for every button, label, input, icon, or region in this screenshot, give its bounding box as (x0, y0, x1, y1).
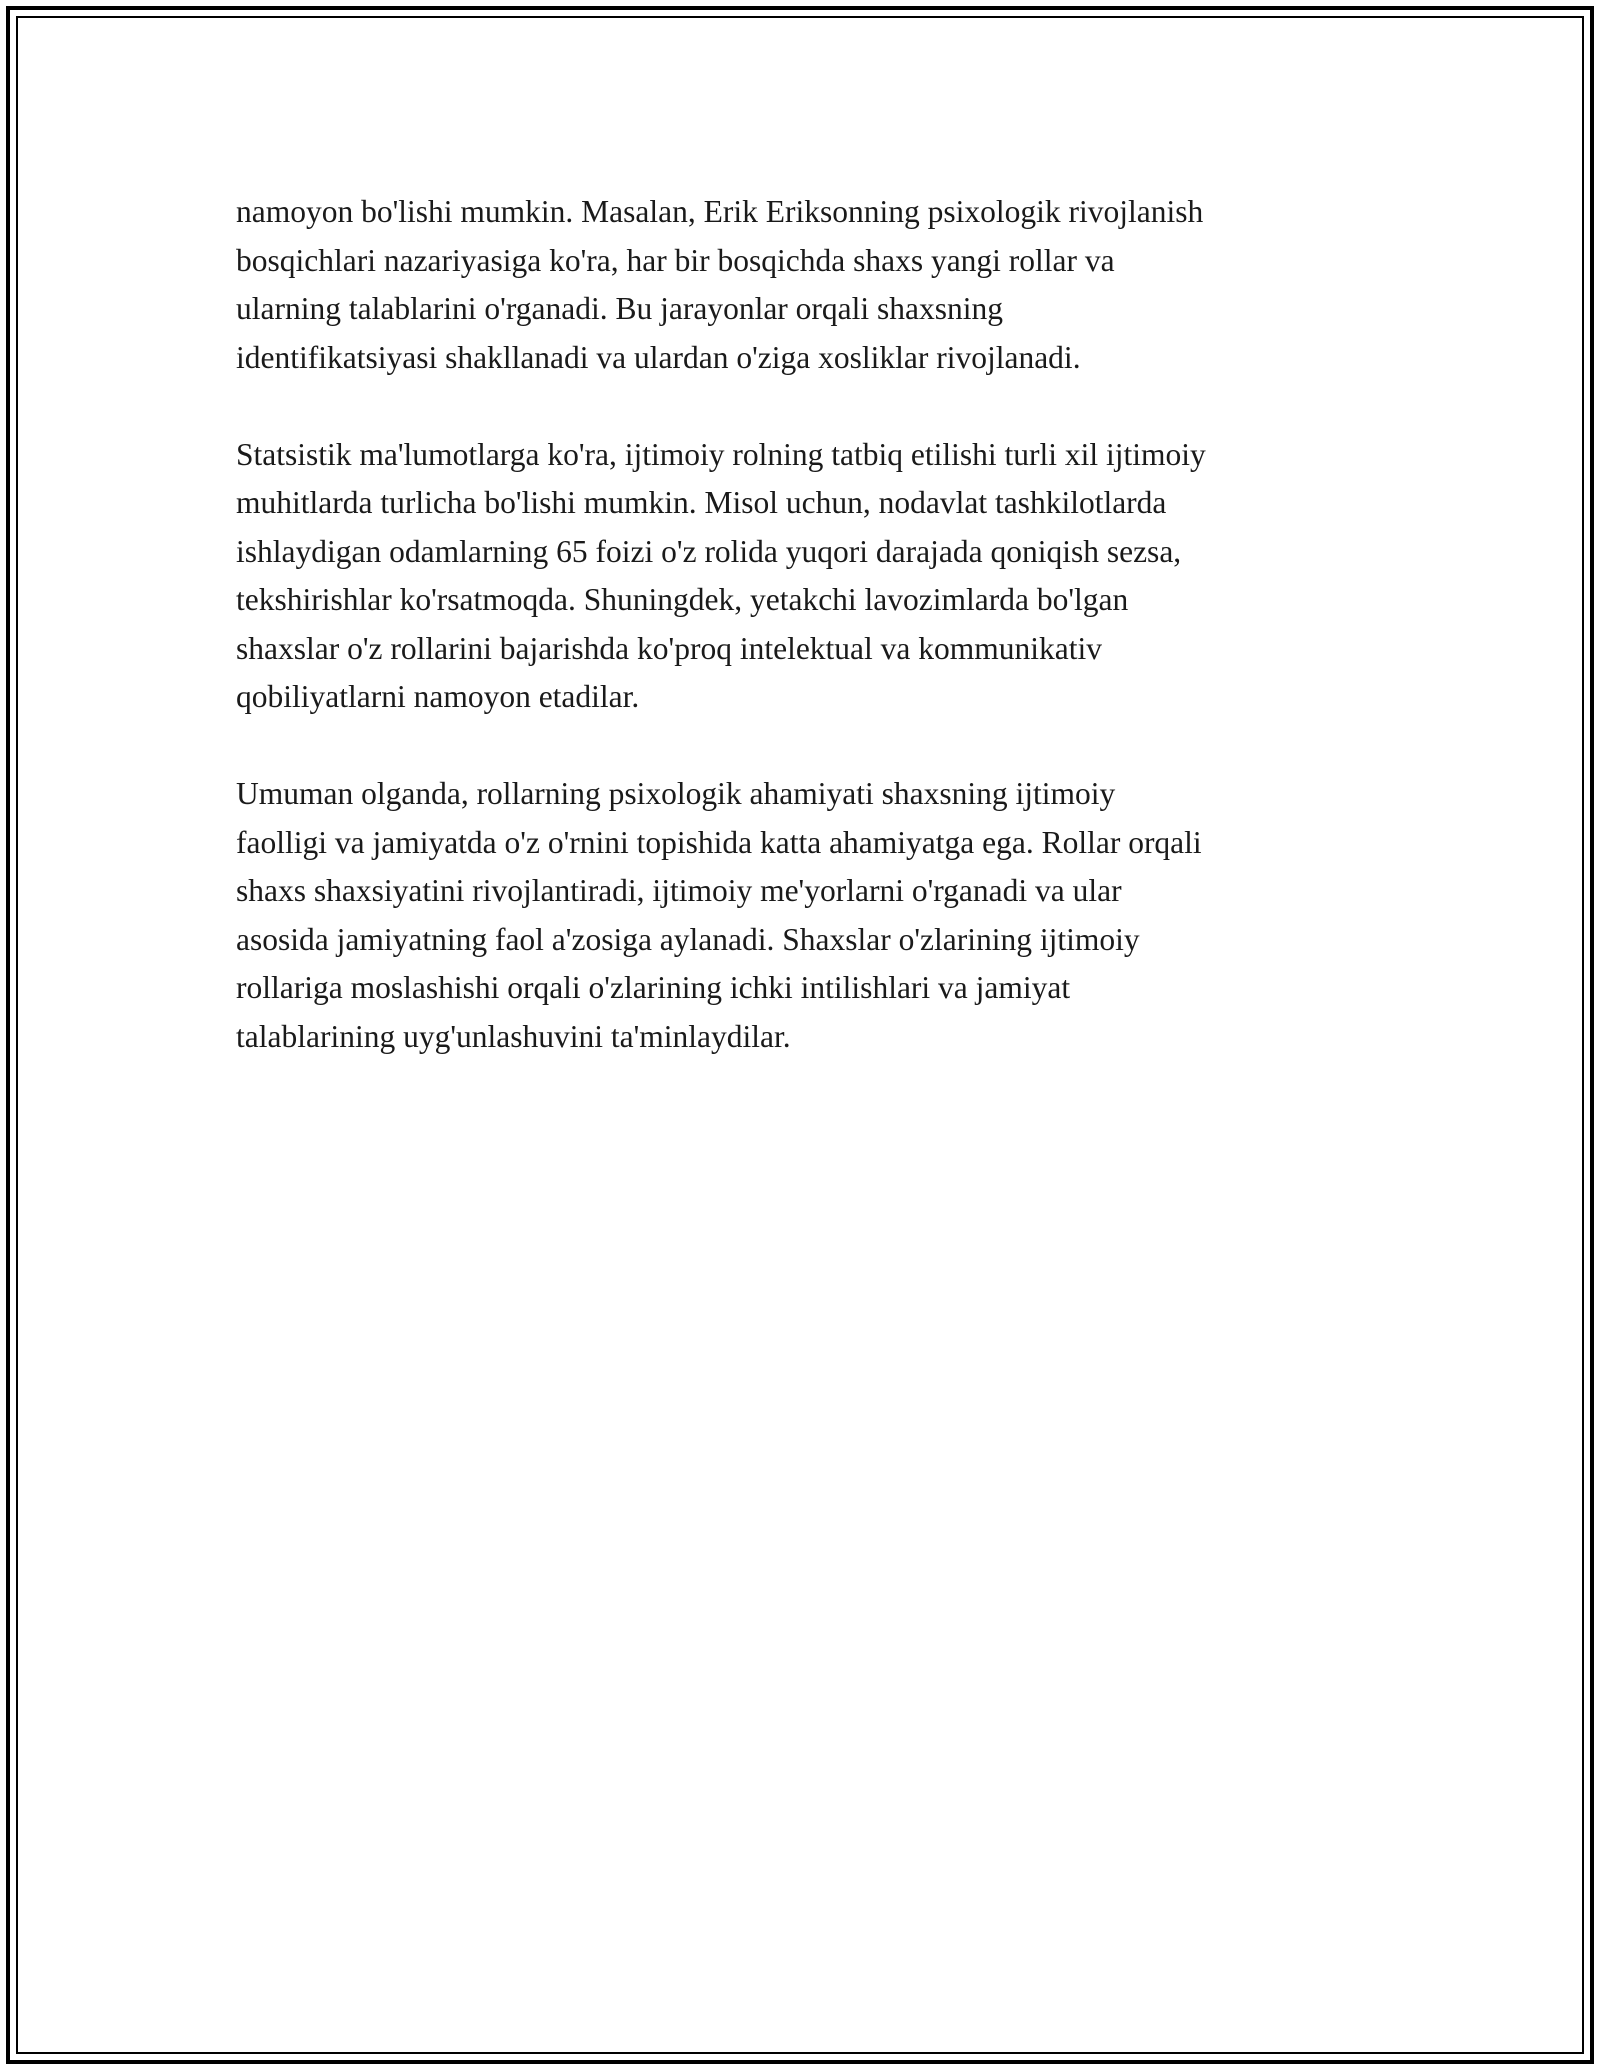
document-body (236, 188, 1366, 1110)
paragraph-statistics: Statsistik ma'lumotlarga ko'ra, ijtimoiy rolning tatbiq etilishi turli xil ijtimoiy muhitlarda turlicha bo'lishi mumkin. Misol uchun, nodavlat tashkilotlarda ishlaydigan odamlarning 65 foizi o'z rolida yuqori darajada qoniqish sezsa, tekshirishlar ko'rsatmoqda. Shuningdek, yetakchi lavozimlarda bo'lgan shaxslar o'z rollarini bajarishda ko'proq intelektual va kommunikativ qobiliyatlarni namoyon etadilar. (236, 436, 1206, 714)
paragraph-conclusion: Umuman olganda, rollarning psixologik ahamiyati shaxsning ijtimoiy faolligi va jamiyatda o'z o'rnini topishida katta ahamiyatga ega. Rollar orqali shaxs shaxsiyatini rivojlantiradi, ijtimoiy me'yorlarni o'rganadi va ular asosida jamiyatning faol a'zosiga aylanadi. Shaxslar o'zlarining ijtimoiy rollariga moslashishi orqali o'zlarining ichki intilishlari va jamiyat talablarining uyg'unlashuvini ta'minlaydilar. (236, 776, 1202, 1054)
paragraph-erikson: namoyon bo'lishi mumkin. Masalan, Erik Eriksonning psixologik rivojlanish bosqichlari nazariyasiga ko'ra, har bir bosqichda shaxs yangi rollar va ularning talablarini o'rganadi. Bu jarayonlar orqali shaxsning identifikatsiyasi shakllanadi va ulardan o'ziga xosliklar rivojlanadi. (236, 194, 1204, 375)
